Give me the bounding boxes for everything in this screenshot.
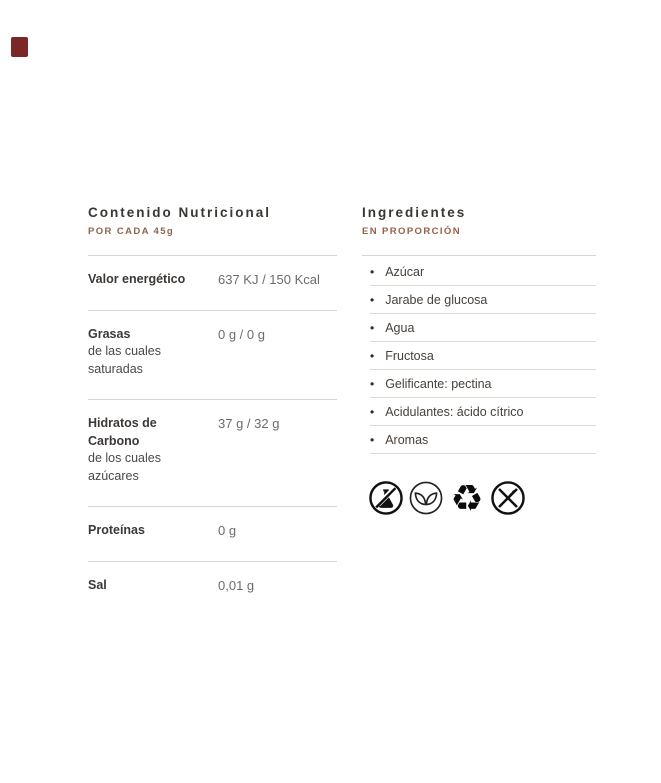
nutrient-sublabel: saturadas: [88, 361, 143, 376]
corner-red-marker: [11, 37, 28, 57]
product-badges: [368, 477, 596, 520]
list-item: [370, 426, 596, 454]
table-row: [88, 256, 337, 311]
nutrient-sublabel: azúcares: [88, 468, 139, 483]
nutrient-label: Grasas: [88, 326, 131, 341]
nutrient-sublabel: de los cuales: [88, 451, 161, 465]
nutrient-label: Valor energético: [88, 272, 186, 286]
nutrient-label: Sal: [88, 577, 107, 592]
nutrient-value: 0,01 g: [218, 577, 255, 593]
natural-leaves-icon: [408, 480, 444, 516]
nutrient-label: Hidratos de: [88, 416, 157, 430]
list-item: [370, 314, 596, 342]
bullet-icon: •: [370, 293, 375, 307]
bullet-icon: •: [370, 321, 375, 335]
ingredient-label: Acidulantes: ácido cítrico: [385, 405, 524, 419]
ingredient-label: Fructosa: [385, 349, 434, 363]
bullet-icon: •: [370, 433, 375, 447]
list-item: [370, 370, 596, 398]
table-row: [88, 562, 337, 616]
list-item: [370, 398, 596, 426]
ingredients-title: Ingredientes: [362, 205, 467, 220]
gluten-free-icon: [490, 480, 526, 516]
bullet-icon: •: [370, 405, 375, 419]
nutrient-value: 0 g / 0 g: [218, 326, 265, 342]
ingredient-label: Jarabe de glucosa: [385, 293, 488, 307]
bullet-icon: •: [370, 377, 375, 391]
nutrition-title: Contenido Nutricional: [88, 205, 271, 220]
ingredient-label: Gelificante: pectina: [385, 377, 492, 391]
nutrition-panel: [88, 205, 337, 615]
list-item: [370, 342, 596, 370]
list-item: [370, 258, 596, 286]
ingredient-label: Aromas: [385, 433, 429, 447]
nutrient-label: Proteínas: [88, 523, 145, 537]
nutrient-value: 637 KJ / 150 Kcal: [218, 272, 320, 287]
nutrient-label-line2: Carbono: [88, 433, 140, 448]
table-row: [88, 311, 337, 401]
recycle-icon: ♻: [450, 477, 484, 520]
bullet-icon: •: [370, 349, 375, 363]
nutrition-subtitle: POR CADA 45g: [88, 226, 175, 237]
no-artificial-additives-icon: [368, 480, 404, 516]
ingredient-label: Azúcar: [385, 265, 425, 279]
nutrition-table: [88, 255, 337, 615]
table-row: [88, 507, 337, 562]
nutrient-value: 0 g: [218, 523, 237, 538]
list-item: [370, 286, 596, 314]
ingredients-list: [362, 255, 596, 454]
nutrient-sublabel: de las cuales: [88, 344, 161, 358]
nutrient-value: 37 g / 32 g: [218, 416, 280, 431]
ingredients-panel: [362, 205, 596, 520]
table-row: [88, 400, 337, 507]
ingredients-subtitle: EN PROPORCIÓN: [362, 226, 461, 237]
bullet-icon: •: [370, 265, 375, 279]
ingredient-label: Agua: [385, 321, 415, 335]
